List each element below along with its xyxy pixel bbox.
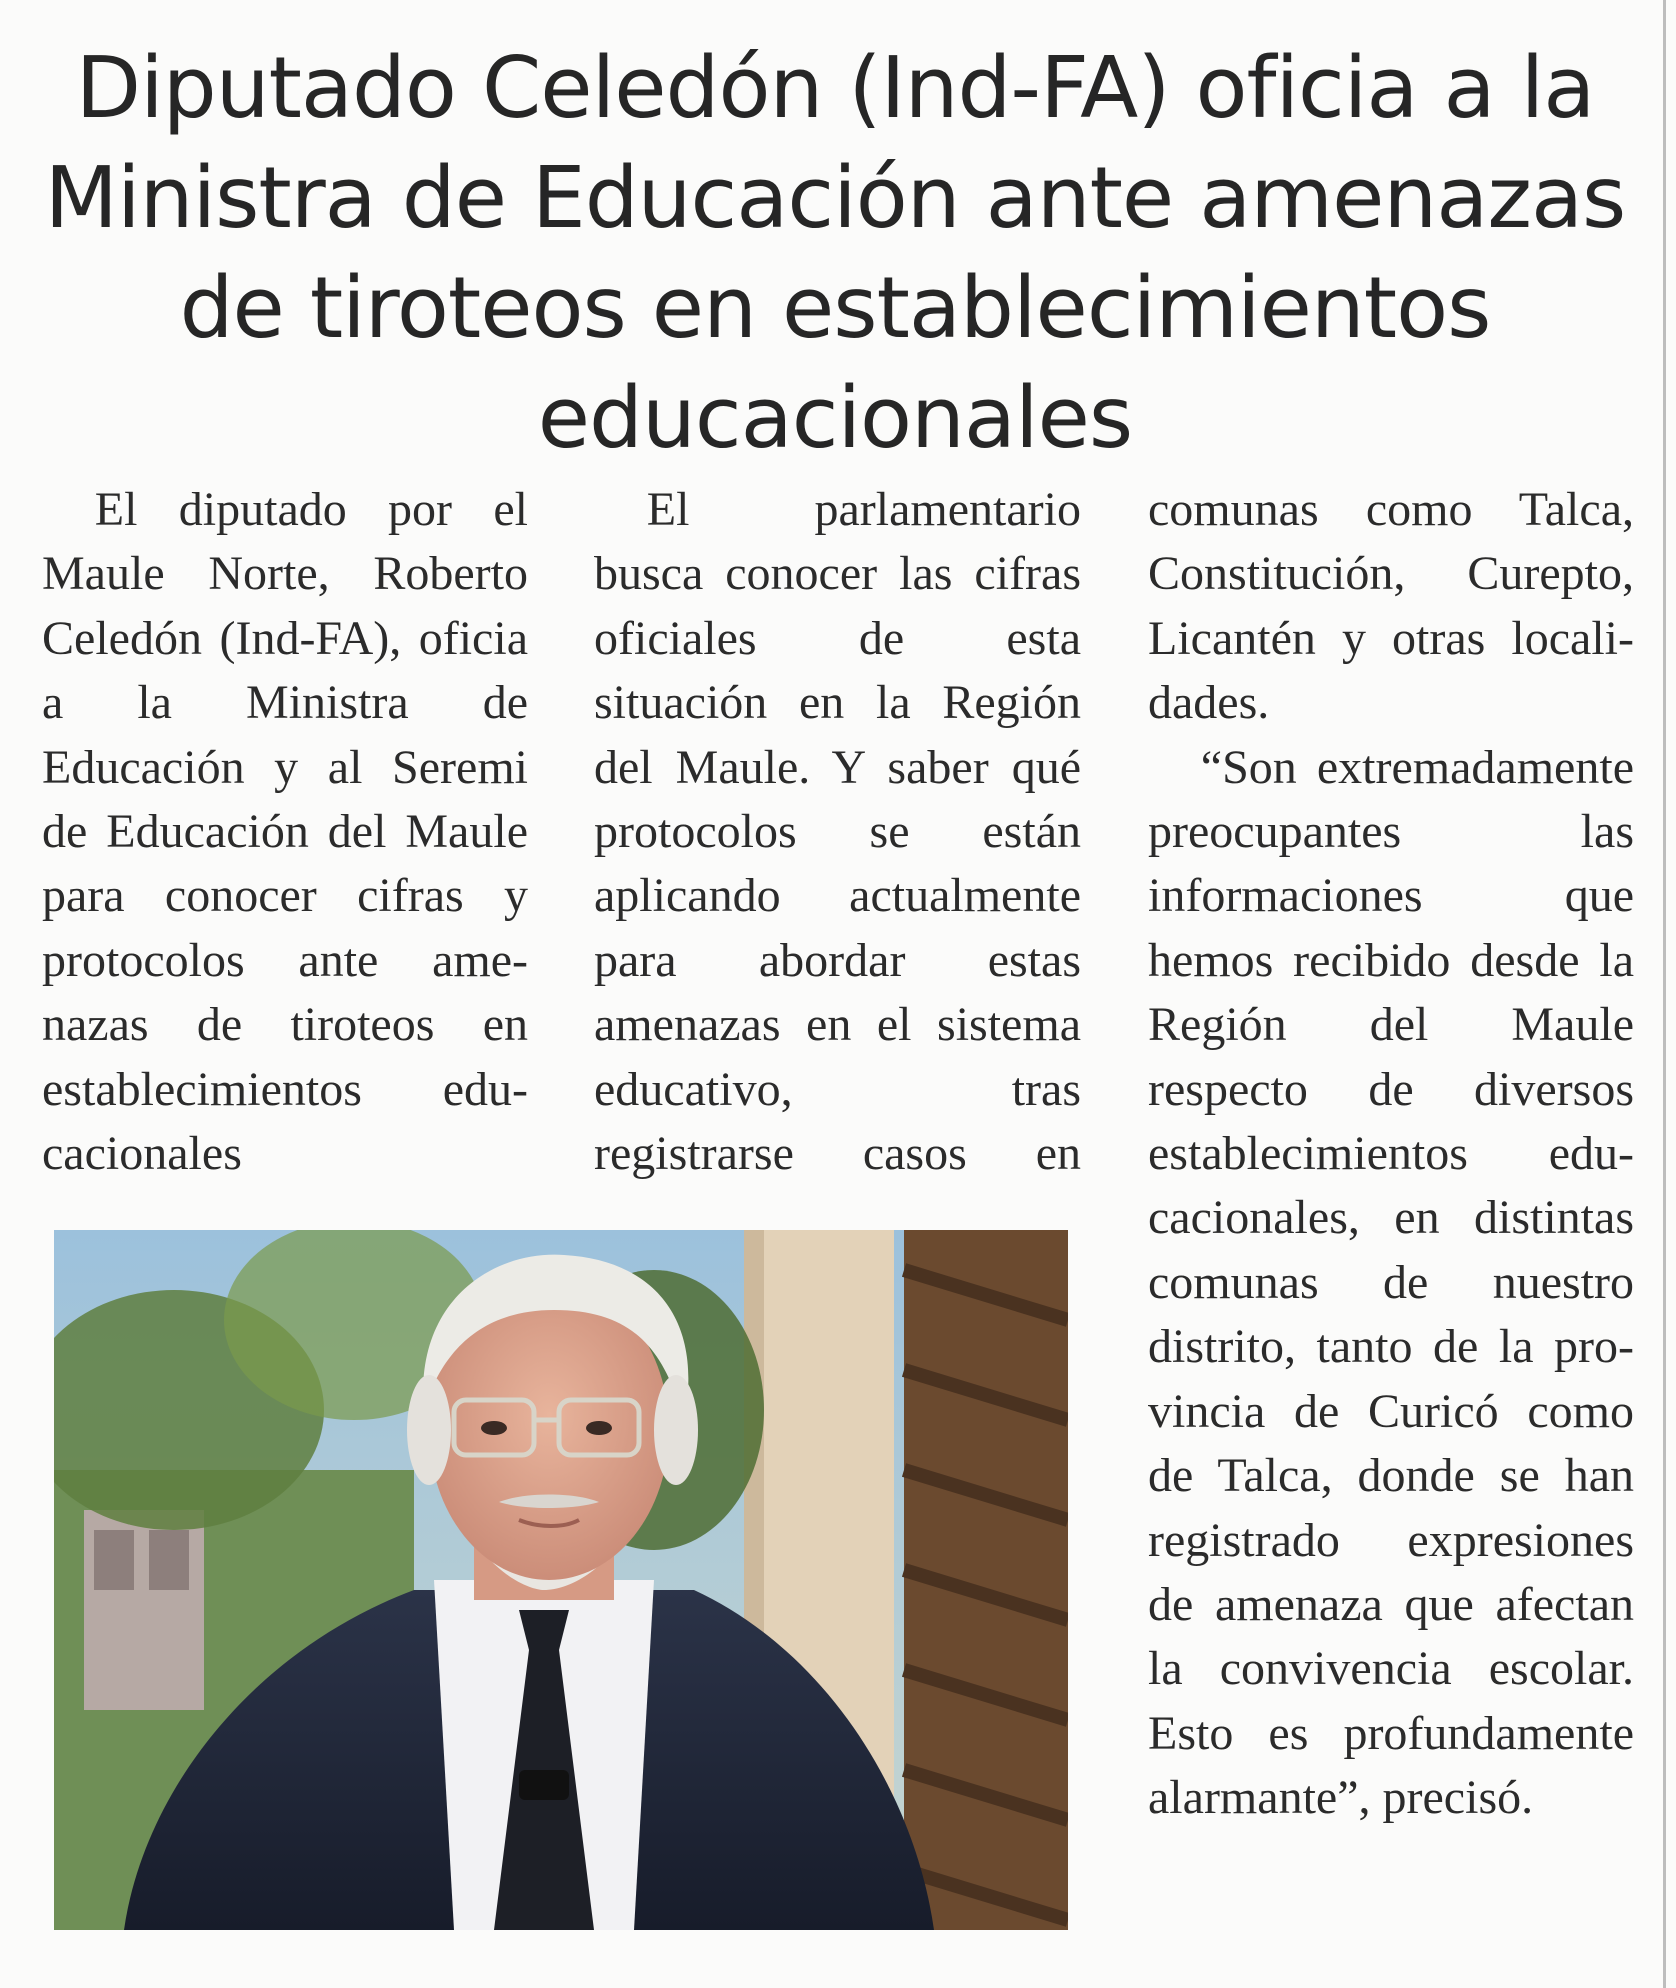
paragraph-continuation: comunas como Talca, Constitución, Curepto, Licantén y otras localidades. [1148,483,1634,730]
paragraph-continued: El parlamentario busca conocer las cifras oficiales de esta situación en la Región del Maule. Y saber qué protocolos se están aplicando actualmente para abordar estas amenazas en el sistema educativo, tras registrarse casos en [594,483,1081,1181]
body-column-3 [1148,478,1634,1831]
paragraph-lead: El diputado por el Maule Norte, Roberto Celedón (Ind-FA), oficia a la Ministra de Educación y al Seremi de Educación del Maule para conocer cifras y protocolos ante amenazas de tiroteos en establecimientos educacionales [42,483,528,1181]
body-column-2 [594,478,1081,1186]
body-column-1 [42,478,528,1186]
paragraph-quote: “Son extremadamente preocupantes las informaciones que hemos recibido desde la Región del Maule respecto de diversos establecimientos educacionales, en distintas comunas de nuestro distrito, tanto de la provincia de Curicó como de Talca, donde se han registrado expresiones de amenaza que afectan la convivencia escolar. Esto es profundamente alarmante”, precisó. [1148,740,1634,1825]
headline: Diputado Celedón (Ind-FA) oficia a la Ministra de Educación ante amenazas de tiroteos en establecimientos educacionales [44,39,1626,468]
portrait-photo [54,1230,1068,1930]
page-edge-rule [1663,0,1666,1988]
